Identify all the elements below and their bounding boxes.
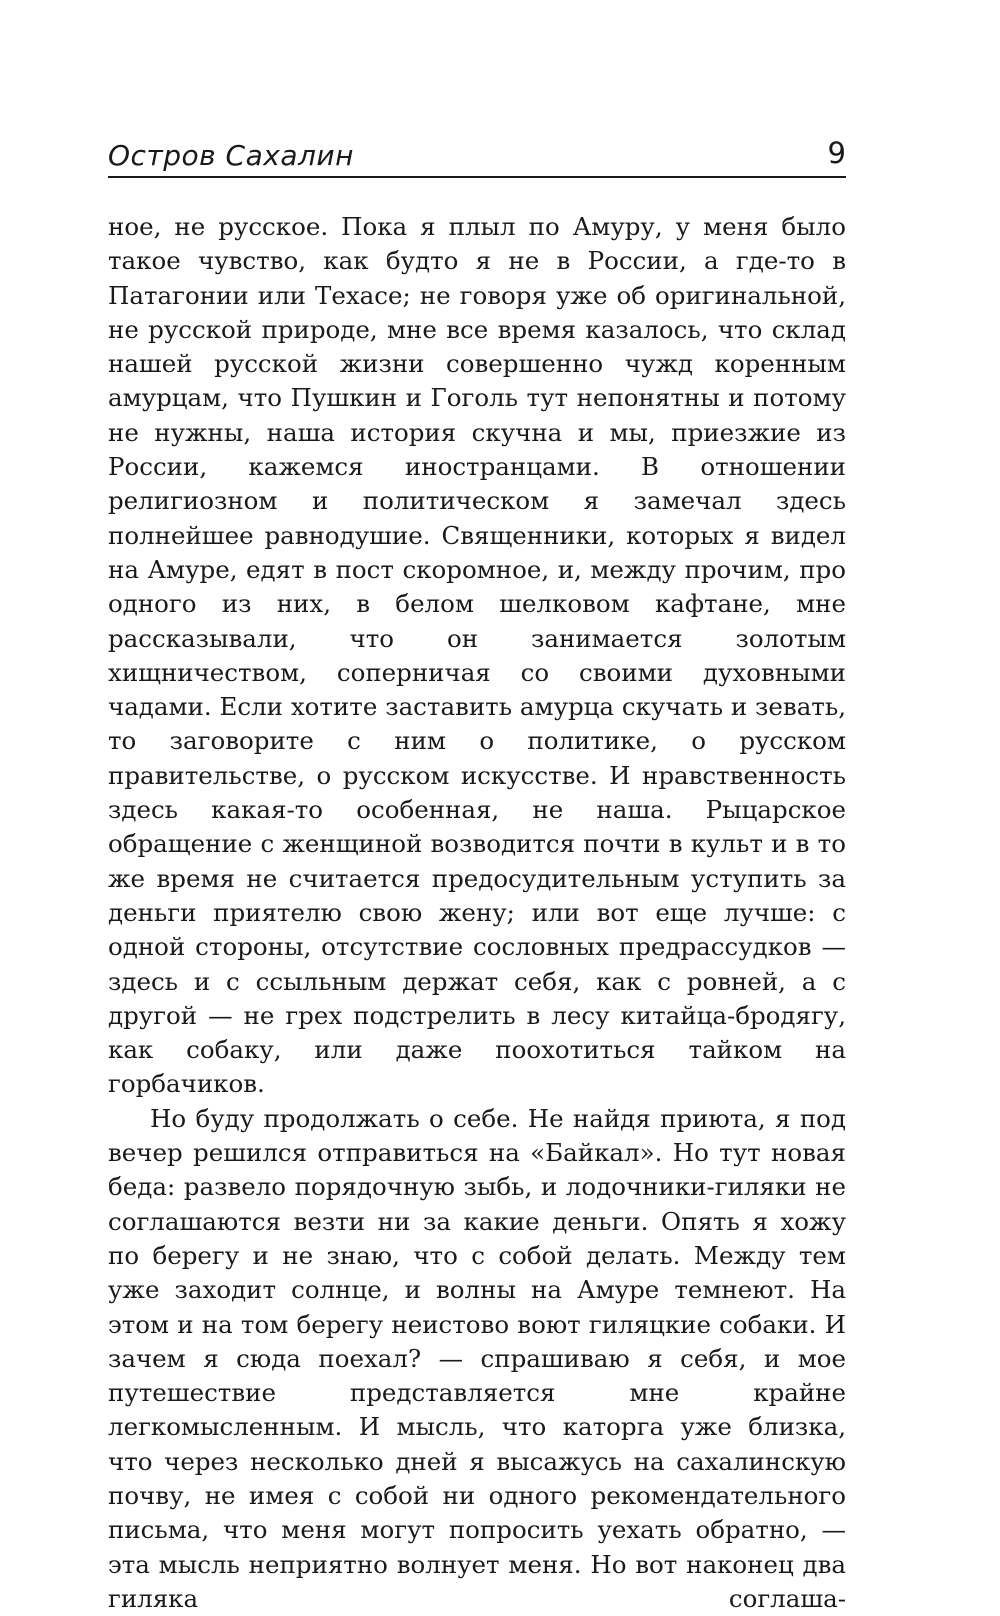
book-page bbox=[108, 128, 846, 1616]
body-text bbox=[108, 210, 846, 1616]
paragraph-2: Но буду продолжать о себе. Не найдя приюта, я под вечер решился отправиться на «Байкал». Но тут новая беда: развело порядочную зыбь, и лодочники-гиляки не соглашаются везти ни за какие деньги. Опять я хожу по берегу и не знаю, что с собой делать. Между тем уже заходит солнце, и волны на Амуре темнеют. На этом и на том берегу неистово воют гиляцкие собаки. И зачем я сюда поехал? — спрашиваю я себя, и мое путешествие представляется мне крайне легкомысленным. И мысль, что каторга уже близка, что через несколько дней я высажусь на сахалинскую почву, не имея с собой ни одного рекомендательного письма, что меня могут попросить уехать обратно, — эта мысль неприятно волнует меня. Но вот наконец два гиляка соглаша- bbox=[108, 1103, 846, 1613]
page-number: 9 bbox=[827, 136, 846, 170]
paragraph-1: ное, не русское. Пока я плыл по Амуру, у меня было такое чувство, как будто я не в России, а где-то в Патагонии или Техасе; не говоря уже об оригинальной, не русской природе, мне все время казалось, что склад нашей русской жизни совершенно чужд коренным амурцам, что Пушкин и Гоголь тут непонятны и потому не нужны, наша история скучна и мы, приезжие из России, кажемся иностранцами. В отношении религиозном и политическом я замечал здесь полнейшее равнодушие. Священники, которых я видел на Амуре, едят в пост скоромное, и, между прочим, про одного из них, в белом шелковом кафтане, мне рассказывали, что он занимается золотым хищничеством, соперничая со своими духовными чадами. Если хотите заставить амурца скучать и зевать, то заговорите с ним о политике, о русском правительстве, о русском искусстве. И нравственность здесь какая-то особенная, не наша. Рыцарское обращение с женщиной возводится почти в культ и в то же время не считается предосудительным уступить за деньги приятелю свою жену; или вот еще лучше: с одной стороны, отсутствие сословных предрассудков — здесь и с ссыльным держат себя, как с ровней, а с другой — не грех подстрелить в лесу китайца-бродягу, как собаку, или даже поохотиться тайком на горбачиков. bbox=[108, 212, 846, 1099]
running-header bbox=[108, 128, 846, 178]
running-title: Остров Сахалин bbox=[108, 139, 354, 172]
